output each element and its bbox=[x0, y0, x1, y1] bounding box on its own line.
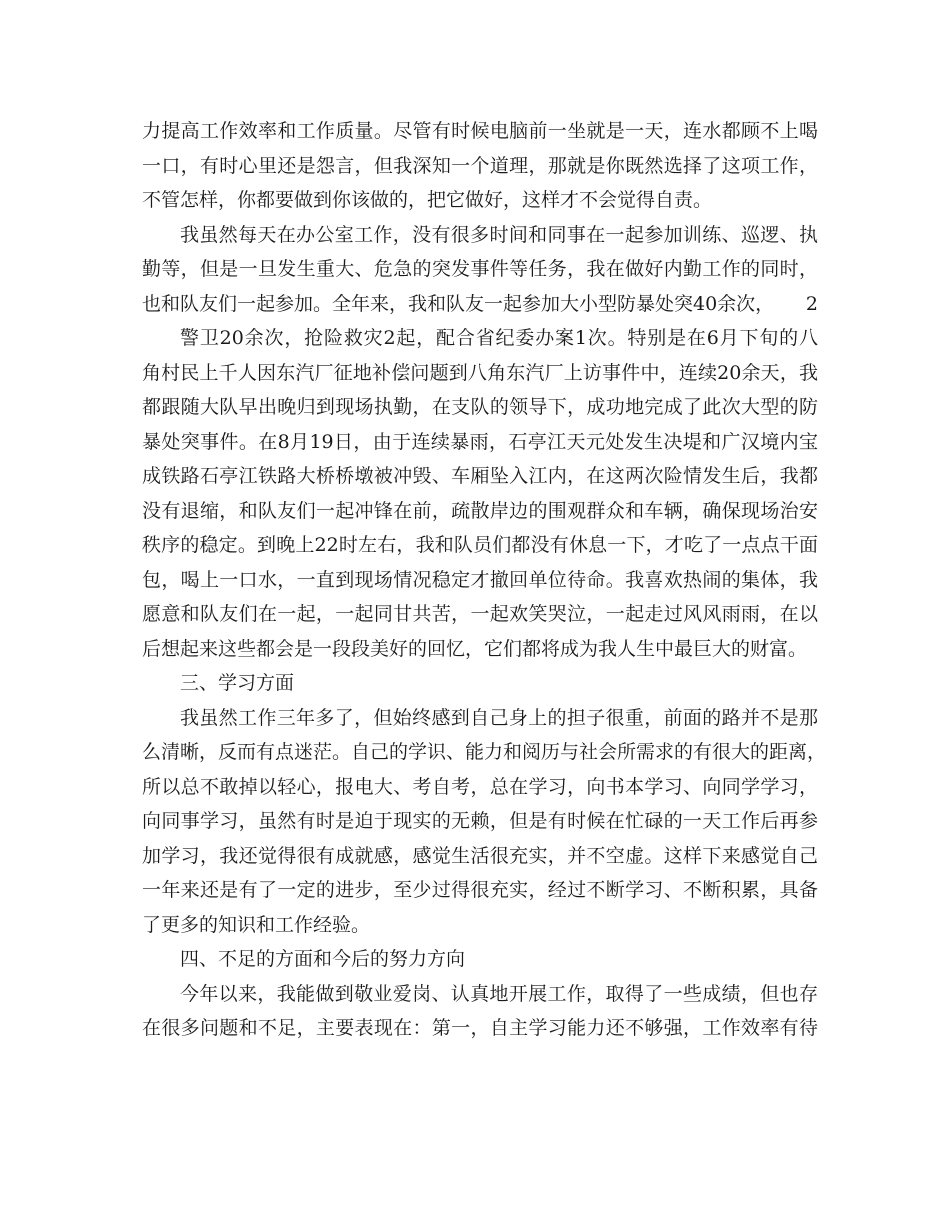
text-line: 后想起来这些都会是一段段美好的回忆，它们都将成为我人生中最巨大的财富。 bbox=[142, 637, 808, 660]
text-line: 我虽然每天在办公室工作，没有很多时间和同事在一起参加训练、巡逻、执 bbox=[180, 223, 818, 246]
text-line: 成铁路石亭江铁路大桥桥墩被冲毁、车厢坠入江内，在这两次险情发生后，我都 bbox=[142, 465, 818, 487]
text-line: 所以总不敢掉以轻心，报电大、考自考，总在学习，向书本学习、向同学学习， bbox=[142, 775, 818, 798]
text-line: 不管怎样，你都要做到你该做的，把它做好，这样才不会觉得自责。 bbox=[142, 189, 713, 211]
text-line: 警卫20余次，抢险救灾2起，配合省纪委办案1次。特别是在6月下旬的八 bbox=[180, 327, 818, 349]
page-number: 2 bbox=[805, 292, 818, 315]
section-heading: 四、不足的方面和今后的努力方向 bbox=[180, 948, 466, 970]
text-line: 今年以来，我能做到敬业爱岗、认真地开展工作，取得了一些成绩，但也存 bbox=[180, 982, 818, 1005]
text-line: 加学习，我还觉得很有成就感，感觉生活很充实，并不空虚。这样下来感觉自己 bbox=[142, 844, 818, 867]
text-line: 包，喝上一口水，一直到现场情况稳定才撤回单位待命。我喜欢热闹的集体，我 bbox=[142, 568, 818, 591]
text-line: 愿意和队友们在一起，一起同甘共苦，一起欢笑哭泣，一起走过风风雨雨，在以 bbox=[142, 603, 818, 625]
text-line: 角村民上千人因东汽厂征地补偿问题到八角东汽厂上访事件中，连续20余天，我 bbox=[142, 361, 818, 384]
text-line: 么清晰，反而有点迷茫。自己的学识、能力和阅历与社会所需求的有很大的距离， bbox=[142, 741, 827, 763]
text-line: 我虽然工作三年多了，但始终感到自己身上的担子很重，前面的路并不是那 bbox=[180, 706, 818, 729]
text-line: 了更多的知识和工作经验。 bbox=[142, 913, 371, 936]
section-heading: 三、学习方面 bbox=[180, 672, 295, 694]
text-line: 一口，有时心里还是怨言，但我深知一个道理，那就是你既然选择了这项工作， bbox=[142, 154, 818, 177]
text-line: 暴处突事件。在8月19日，由于连续暴雨，石亭江天元处发生决堤和广汉境内宝 bbox=[142, 430, 818, 453]
text-line: 一年来还是有了一定的进步，至少过得很充实，经过不断学习、不断积累，具备 bbox=[142, 879, 818, 901]
text-line-content: 也和队友们一起参加。全年来，我和队友一起参加大小型防暴处突40余次， bbox=[142, 292, 775, 315]
text-line: 没有退缩，和队友们一起冲锋在前，疏散岸边的围观群众和车辆，确保现场治安 bbox=[142, 499, 818, 522]
text-line: 秩序的稳定。到晚上22时左右，我和队员们都没有休息一下，才吃了一点点干面 bbox=[142, 534, 818, 556]
text-line: 都跟随大队早出晚归到现场执勤，在支队的领导下，成功地完成了此次大型的防 bbox=[142, 396, 818, 418]
text-line: 向同事学习，虽然有时是迫于现实的无赖，但是有时候在忙碌的一天工作后再参 bbox=[142, 810, 818, 832]
text-line: 力提高工作效率和工作质量。尽管有时候电脑前一坐就是一天，连水都顾不上喝 bbox=[142, 120, 818, 142]
text-line bbox=[142, 287, 818, 322]
text-line: 在很多问题和不足，主要表现在：第一，自主学习能力还不够强，工作效率有待 bbox=[142, 1017, 818, 1039]
body-text bbox=[142, 114, 827, 1046]
text-line: 勤等，但是一旦发生重大、危急的突发事件等任务，我在做好内勤工作的同时， bbox=[142, 258, 818, 280]
